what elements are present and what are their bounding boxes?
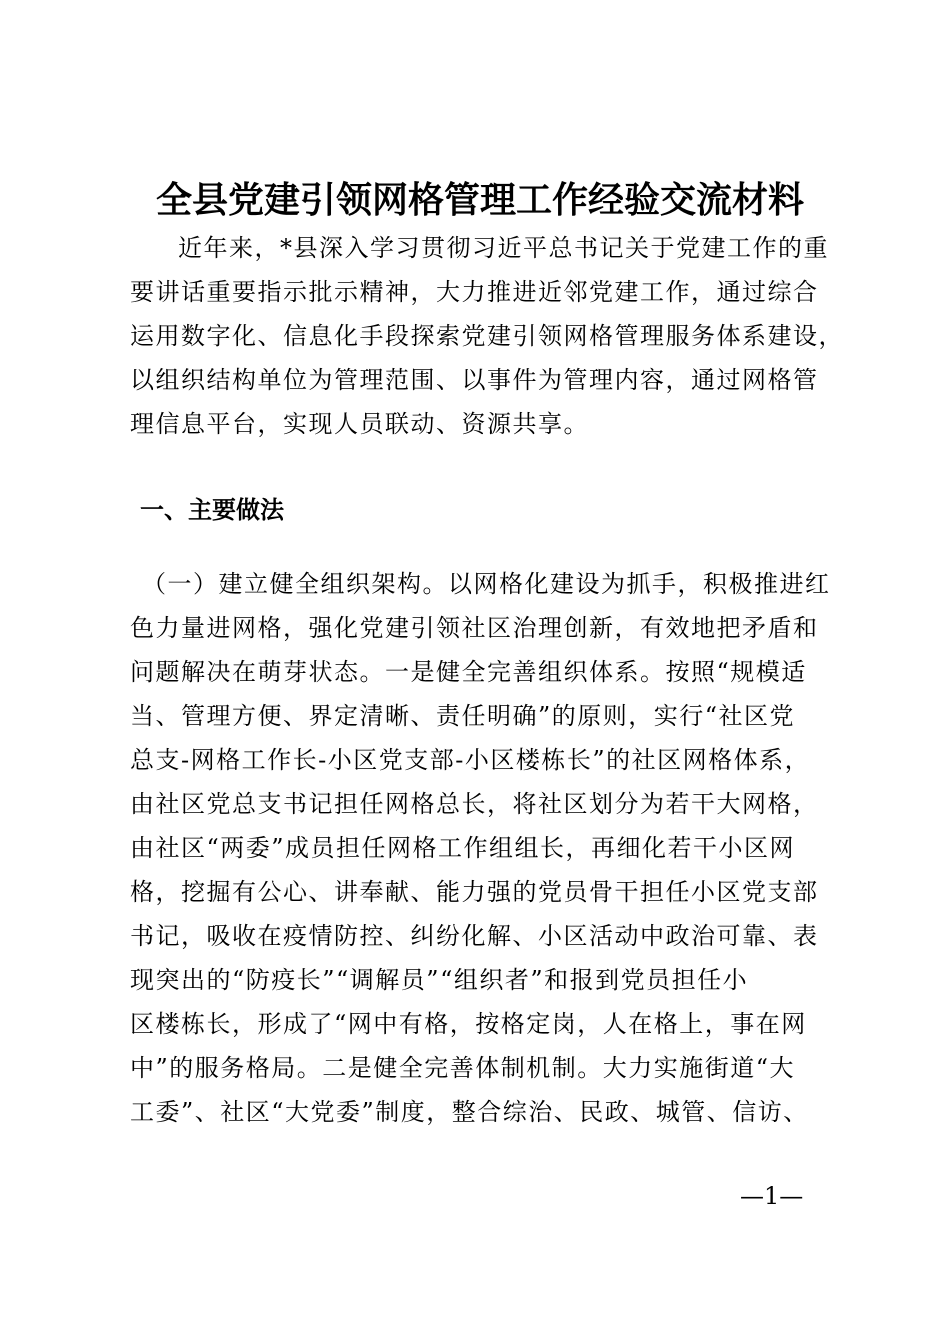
intro-paragraph	[130, 226, 842, 446]
paragraph-line: 色力量进网格，强化党建引领社区治理创新，有效地把矛盾和	[130, 614, 819, 642]
paragraph-line: （一）建立健全组织架构。以网格化建设为抓手，积极推进红	[142, 570, 831, 598]
paragraph-line: 区楼栋长，形成了“网中有格，按格定岗，人在格上，事在网	[130, 1010, 807, 1038]
paragraph-line: 格，挖掘有公心、讲奉献、能力强的党员骨干担任小区党支部	[130, 878, 819, 906]
paragraph-line: 以组织结构单位为管理范围、以事件为管理内容，通过网格管	[130, 366, 819, 394]
paragraph-line: 工委”、社区“大党委”制度，整合综治、民政、城管、信访、	[130, 1098, 809, 1126]
paragraph-line: 运用数字化、信息化手段探索党建引领网格管理服务体系建设，	[130, 322, 844, 350]
section-heading: 一、主要做法	[140, 496, 284, 524]
paragraph-line: 当、管理方便、界定清晰、责任明确”的原则，实行“社区党	[130, 702, 796, 730]
document-title: 全县党建引领网格管理工作经验交流材料	[155, 179, 804, 221]
paragraph-line: 书记，吸收在疫情防控、纠纷化解、小区活动中政治可靠、表	[130, 922, 819, 950]
paragraph-line: 现突出的“防疫长”“调解员”“组织者”和报到党员担任小	[130, 966, 749, 994]
paragraph-line: 理信息平台，实现人员联动、资源共享。	[130, 410, 589, 438]
paragraph-line: 问题解决在萌芽状态。一是健全完善组织体系。按照“规模适	[130, 658, 807, 686]
section-paragraph	[130, 562, 842, 1134]
paragraph-line: 总支-网格工作长-小区党支部-小区楼栋长”的社区网格体系，	[130, 746, 811, 774]
paragraph-line: 要讲话重要指示批示精神，大力推进近邻党建工作，通过综合	[130, 278, 819, 306]
paragraph-line: 由社区党总支书记担任网格总长，将社区划分为若干大网格，	[130, 790, 819, 818]
paragraph-line: 近年来，*县深入学习贯彻习近平总书记关于党建工作的重	[178, 234, 829, 262]
paragraph-line: 由社区“两委”成员担任网格工作组组长，再细化若干小区网	[130, 834, 796, 862]
page-number: —1—	[740, 1182, 804, 1210]
paragraph-line: 中”的服务格局。二是健全完善体制机制。大力实施街道“大	[130, 1054, 796, 1082]
